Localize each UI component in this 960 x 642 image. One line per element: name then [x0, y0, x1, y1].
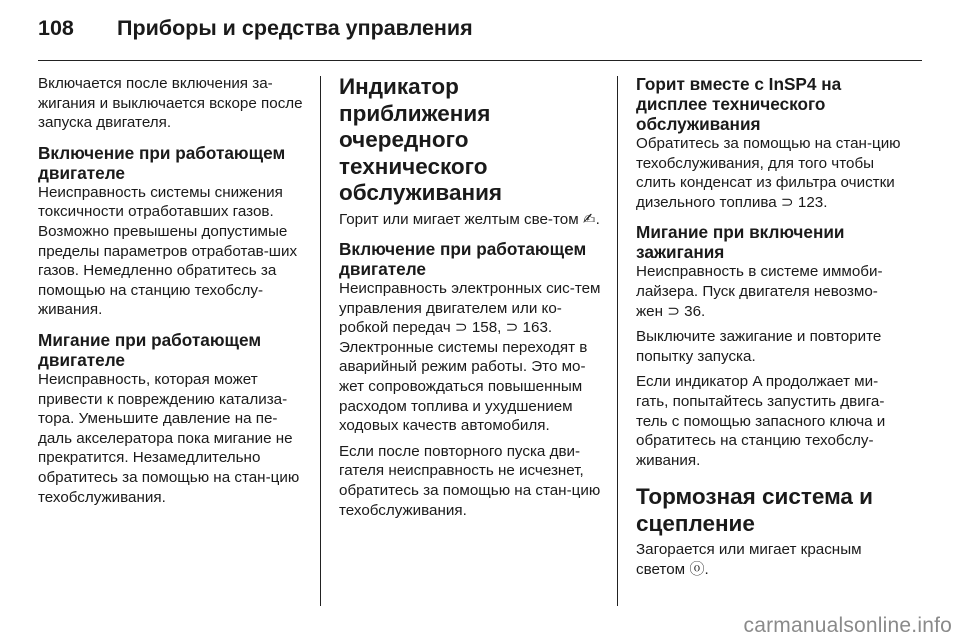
col2-paragraph-1: Горит или мигает желтым све-том ✍. [339, 210, 600, 228]
col3-paragraph-2: Неисправность в системе иммоби-лайзера. Пуск двигателя невозмо-жен ⊃ 36. [636, 263, 883, 320]
col1-paragraph-1: Включается после включения за-жигания и выключается вскоре после запуска двигателя. [38, 75, 303, 132]
col1-heading-1: Включение при работающем двигателе [38, 142, 286, 183]
col2-paragraph-3: Если после повторного пуска дви-гателя неисправность не исчезнет, обратитесь за помощью на стан-цию техобслуживания. [339, 442, 601, 519]
watermark: carmanualsonline.info [743, 614, 952, 637]
page-number: 108 [38, 16, 74, 40]
col3-paragraph-1: Обратитесь за помощью на стан-цию техобслуживания, для того чтобы слить конденсат из фильтра очистки дизельного топлива ⊃ 123. [636, 135, 901, 211]
column-1 [38, 74, 306, 513]
header-rule [38, 60, 922, 61]
column-3 [636, 74, 904, 586]
col3-heading-2: Мигание при включении зажигания [636, 222, 845, 263]
col3-paragraph-5: Загорается или мигает красным светом ⓞ. [636, 541, 862, 578]
col3-paragraph-3: Выключите зажигание и повторите попытку запуска. [636, 328, 882, 365]
col2-paragraph-2: Неисправность электронных сис-тем управления двигателем или ко-робкой передач ⊃ 158, ⊃ 163. Электронные системы переходят в аварийный режим работы. Это мо-жет сопровождаться повышенным расходом топлива и ухудшением ходовых качеств автомобиля. [339, 280, 601, 435]
page-header [38, 16, 922, 41]
column-divider-1 [320, 76, 321, 606]
col2-heading-1: Включение при работающем двигателе [339, 239, 587, 280]
col1-paragraph-3: Неисправность, которая может привести к повреждению катализа-тора. Уменьшите давление на пе-даль акселератора пока мигание не прекратится. Незамедлительно обратитесь за помощью на стан-цию техобслуживания. [38, 370, 300, 506]
column-divider-2 [617, 76, 618, 606]
col1-paragraph-2: Неисправность системы снижения токсичности отработавших газов. Возможно превышены допустимые пределы параметров отработав-ших газов. Немедленно обратитесь за помощью на станцию техобслу-живания. [38, 183, 298, 319]
col3-section-title: Тормозная система и сцепление [636, 484, 874, 536]
page-title: Приборы и средства управления [117, 16, 473, 40]
column-2 [339, 74, 607, 526]
col1-heading-2: Мигание при работающем двигателе [38, 329, 262, 370]
col2-section-title: Индикатор приближения очередного технического обслуживания [339, 74, 503, 205]
col3-heading-1: Горит вместе с InSP4 на дисплее технического обслуживания [636, 74, 842, 134]
col3-paragraph-4: Если индикатор A продолжает ми-гать, попытайтесь запустить двига-тель с помощью запасного ключа и обратитесь на станцию техобслу-живания. [636, 373, 886, 469]
